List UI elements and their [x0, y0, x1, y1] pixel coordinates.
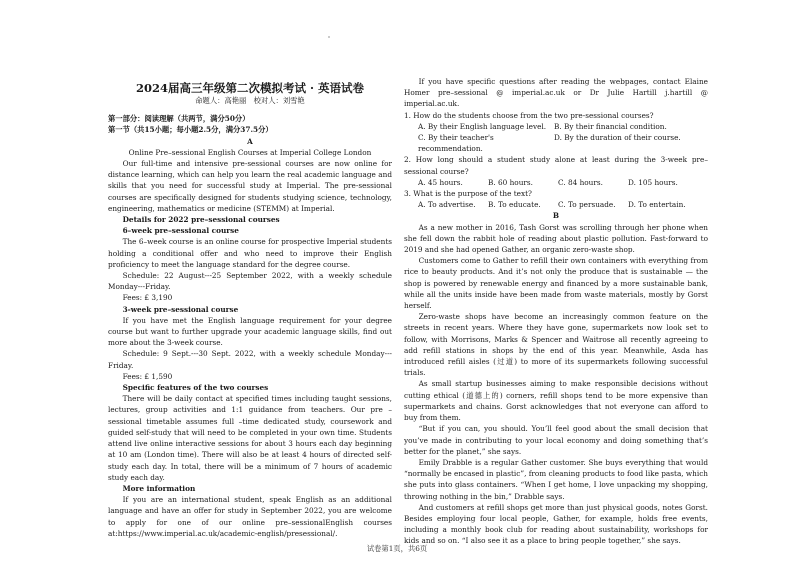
- features-heading: Specific features of the two courses: [122, 383, 269, 393]
- passage-b-paragraph: As small startup businesses aiming to make responsible decisions without cutting ethical (道德上的) corners, refill shops tend to be more expensive than supermarkets and chains. Gorst acknowledges that not everyone can afford to buy from them.: [404, 379, 708, 423]
- option-d: D. To entertain.: [628, 200, 686, 210]
- option-b: B. By their financial condition.: [554, 121, 667, 131]
- section-heading: 第一节（共15小题；每小题2.5分，满分37.5分）: [108, 125, 273, 135]
- passage-a-letter: A: [247, 136, 253, 146]
- option-b: B. 60 hours.: [488, 177, 533, 187]
- passage-b-paragraph: As a new mother in 2016, Tash Gorst was scrolling through her phone when she fell down the rabbit hole of reading about plastic pollution. Fast-forward to 2019 and she had opened Gather, an organic zero-waste shop.: [404, 222, 708, 255]
- left-column: [108, 76, 392, 539]
- exam-authors: 命题人：高艳丽 校对人：刘雪艳: [195, 96, 305, 105]
- option-d: D. By the duration of their course.: [554, 133, 681, 143]
- option-c: C. 84 hours.: [558, 177, 603, 187]
- more-info-heading: More information: [122, 483, 196, 493]
- six-week-text: The 6–week course is an online course for prospective Imperial students holding a conditional offer and who need to improve their English proficiency to meet the language standard for the degree course.: [108, 237, 392, 269]
- passage-b-letter: B: [552, 211, 560, 221]
- passage-b-paragraph: And customers at refill shops get more than just physical goods, notes Gorst. Besides employing four local people, Gather, for example, holds free events, including a monthly book club for reading about sustainability, workshops for kids and so on. “I also see it as a place to bring people together,” she says.: [404, 502, 708, 546]
- passage-a-title: Online Pre–sessional English Courses at Imperial College London: [128, 147, 372, 157]
- more-info-text: If you are an international student, speak English as an additional language and have an offer for study in September 2022, you are welcome to apply for one of our online pre–sessionalEnglish courses at:https://www.imperial.ac.uk/academic-english/presessional/.: [108, 495, 392, 538]
- question-2: [404, 154, 708, 188]
- question-options: [404, 177, 708, 188]
- three-week-text: If you have met the English language requirement for your degree course but want to further upgrade your academic language skills, find out more about the 3-week course.: [108, 315, 392, 348]
- three-week-schedule: Schedule: 9 Sept.---30 Sept. 2022, with a weekly schedule Monday---Friday.: [108, 349, 392, 370]
- question-stem: 1. How do the students choose from the two pre-sessional courses?: [404, 110, 654, 120]
- passage-a-intro: Our full-time and intensive pre-sessional courses are now online for distance learning, which can help you learn the real academic language and skills that you need for successful study at Imperial. The pre-sessional courses are specifically designed for students studying science, technology, engineering, mathematics or medicine (STEMM) at Imperial.: [108, 159, 392, 213]
- right-column: [404, 76, 708, 547]
- exam-title: 2024届高三年级第二次模拟考试 · 英语试卷: [135, 81, 365, 95]
- option-c: C. By their teacher's recommendation.: [418, 133, 494, 154]
- passage-b-paragraph: Customers come to Gather to refill their own containers with everything from rice to beauty products. And it’s not only the produce that is sustainable — the shop is powered by renewable energy and financed by a more sustainable bank, while all the units inside have been made from waste materials, mostly by Gorst herself.: [404, 256, 708, 311]
- option-d: D. 105 hours.: [628, 177, 678, 187]
- question-stem: 3. What is the purpose of the text?: [404, 189, 532, 199]
- option-c: C. To persuade.: [558, 200, 616, 210]
- passage-b-paragraph: Zero-waste shops have become an increasingly common feature on the streets in recent years. Where they have gone, supermarkets now look set to follow, with Morrisons, Marks & Spencer and Waitrose all recently agreeing to add refill stations in shops by the end of this year. Meanwhile, Asda has introduced refill aisles (过道) to more of its supermarkets following successful trials.: [404, 312, 708, 378]
- question-options: [404, 132, 708, 154]
- option-b: B. To educate.: [488, 200, 541, 210]
- option-a: A. To advertise.: [418, 200, 476, 210]
- question-1: [404, 110, 708, 155]
- option-a: A. By their English language level.: [418, 121, 547, 131]
- six-week-heading: 6–week pre–sessional course: [122, 226, 239, 236]
- contact-text: If you have specific questions after reading the webpages, contact Elaine Homer pre–sessional @ imperial.ac.uk or Dr Julie Hartill j.hartill @ imperial.ac.uk.: [404, 77, 708, 109]
- passage-b-paragraph: Emily Drabble is a regular Gather customer. She buys everything that would “normally be encased in plastic”, from cleaning products to food like pasta, which she puts into glass containers. “When I get home, I love unpacking my shopping, throwing nothing in the bin,” Drabble says.: [404, 457, 708, 501]
- question-3: [404, 188, 708, 210]
- details-heading: Details for 2022 pre–sessional courses: [122, 215, 280, 225]
- six-week-fees: Fees: £ 3,190: [122, 293, 173, 303]
- question-options: [404, 121, 708, 132]
- question-options: [404, 199, 708, 210]
- three-week-fees: Fees: £ 1,590: [122, 371, 173, 381]
- features-text: There will be daily contact at specified times including taught sessions, lectures, group activities and 1:1 guidance from teachers. Our pre –sessional timetable assumes full –time dedicated study, coursework and guided self-study that will need to be completed in your own time. Students attend live online interactive sessions for about 3 hours each day beginning at 10 am (London time). There will also be at least 4 hours of directed self-study each day. In total, there will be a minimum of 7 hours of academic study each day.: [108, 394, 392, 482]
- part-heading: 第一部分：阅读理解（共两节，满分50分）: [108, 114, 250, 124]
- scan-speck: [328, 36, 330, 38]
- option-a: A. 45 hours.: [418, 177, 463, 187]
- passage-b-paragraph: “But if you can, you should. You’ll feel good about the small decision that you’ve made in contributing to your local economy and doing something that’s better for the planet,” she says.: [404, 424, 708, 456]
- page-footer: 试卷第1页，共6页: [366, 544, 428, 553]
- three-week-heading: 3-week pre–sessional course: [122, 304, 239, 314]
- six-week-schedule: Schedule: 22 August---25 September 2022, with a weekly schedule Monday---Friday.: [108, 271, 392, 292]
- question-stem: 2. How long should a student study alone at least during the 3-week pre–sessional course?: [404, 155, 708, 176]
